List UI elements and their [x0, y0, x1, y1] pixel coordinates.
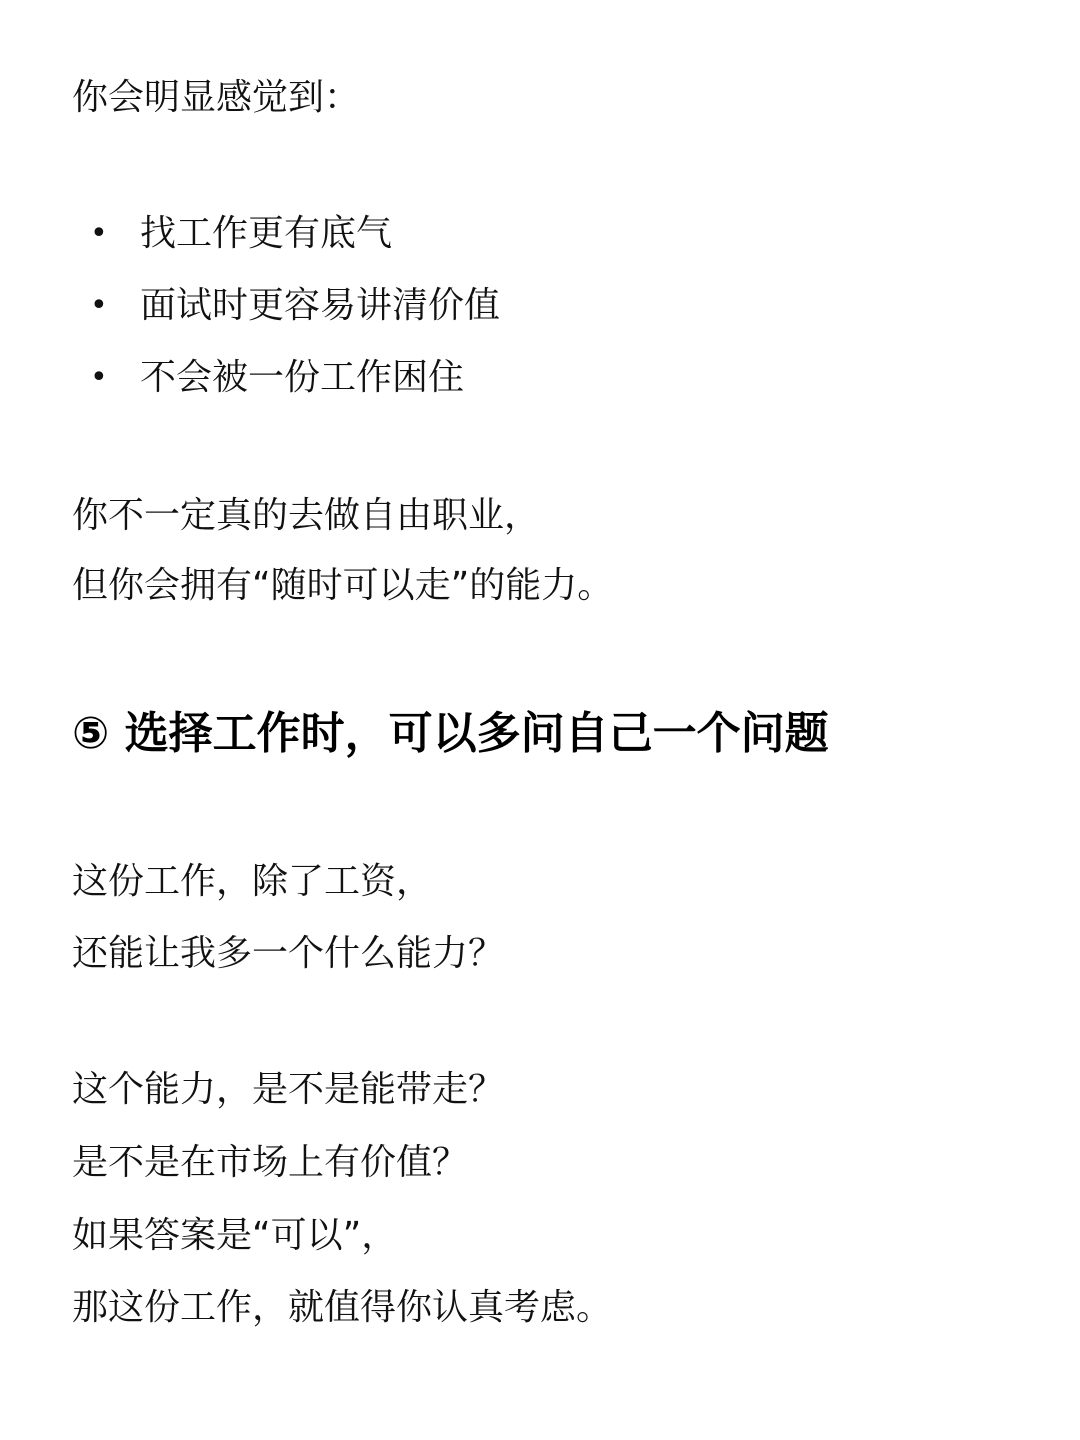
list-item: [90, 282, 500, 330]
paragraph-line: 这份工作，除了工资，: [72, 861, 433, 902]
intro-text: 你会明显感觉到：: [72, 77, 361, 118]
list-item-text: 面试时更容易讲清价值: [140, 285, 501, 326]
list-item-text: 不会被一份工作困住: [140, 357, 465, 398]
bullet-icon: •: [90, 360, 108, 395]
list-item: [90, 354, 464, 402]
paragraph-line: 但你会拥有“随时可以走”的能力。: [72, 565, 614, 606]
bullet-icon: •: [90, 288, 108, 323]
paragraph-line: 这个能力，是不是能带走？: [72, 1069, 505, 1110]
paragraph-line: 你不一定真的去做自由职业，: [72, 495, 541, 536]
paragraph-line: 如果答案是“可以”，: [72, 1215, 398, 1256]
section-heading: ⑤ 选择工作时，可以多问自己一个问题: [72, 708, 829, 759]
list-item: [90, 210, 392, 258]
paragraph-line: 那这份工作，就值得你认真考虑。: [72, 1287, 613, 1328]
paragraph-line: 还能让我多一个什么能力？: [72, 933, 505, 974]
list-item-text: 找工作更有底气: [140, 213, 393, 254]
paragraph-line: 是不是在市场上有价值？: [72, 1142, 469, 1183]
bullet-icon: •: [90, 216, 108, 251]
